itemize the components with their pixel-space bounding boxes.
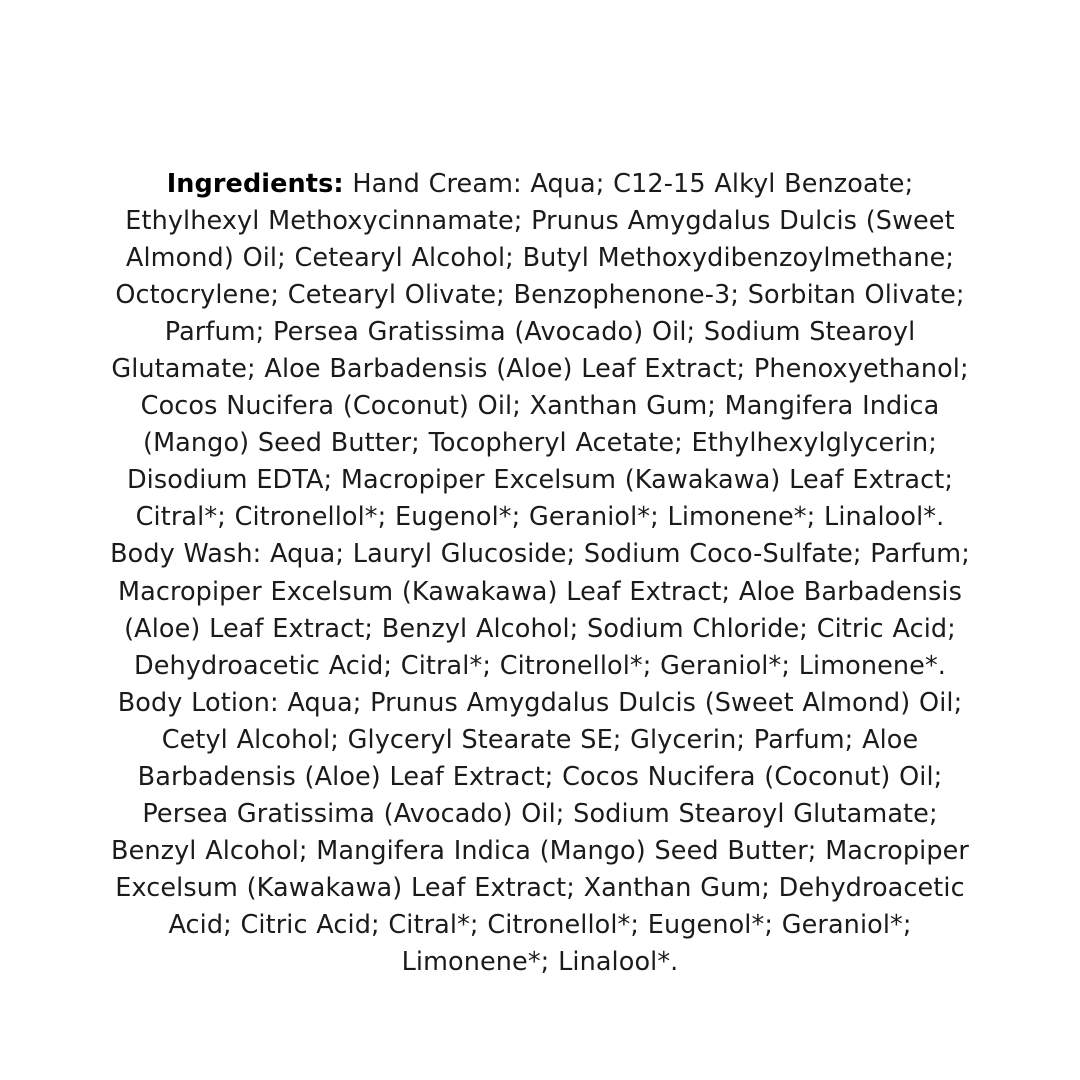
- ingredients-label: Ingredients:: [166, 168, 344, 199]
- ingredients-paragraph: [100, 166, 980, 982]
- ingredients-list-text: Hand Cream: Aqua; C12-15 Alkyl Benzoate; Ethylhexyl Methoxycinnamate; Prunus Amygdalus Dulcis (Sweet Almond) Oil; Cetearyl Alcohol; Butyl Methoxydibenzoylmethane; Octocrylene; Cetearyl Olivate; Benzophenone-3; Sorbitan Olivate; Parfum; Persea Gratissima (Avocado) Oil; Sodium Stearoyl Glutamate; Aloe Barbadensis (Aloe) Leaf Extract; Phenoxyethanol; Cocos Nucifera (Coconut) Oil; Xanthan Gum; Mangifera Indica (Mango) Seed Butter; Tocopheryl Acetate; Ethylhexylglycerin; Disodium EDTA; Macropiper Excelsum (Kawakawa) Leaf Extract; Citral*; Citronellol*; Eugenol*; Geraniol*; Limonene*; Linalool*. Body Wash: Aqua; Lauryl Glucoside; Sodium Coco-Sulfate; Parfum; Macropiper Excelsum (Kawakawa) Leaf Extract; Aloe Barbadensis (Aloe) Leaf Extract; Benzyl Alcohol; Sodium Chloride; Citric Acid; Dehydroacetic Acid; Citral*; Citronellol*; Geraniol*; Limonene*. Body Lotion: Aqua; Prunus Amygdalus Dulcis (Sweet Almond) Oil; Cetyl Alcohol; Glyceryl Stearate SE; Glycerin; Parfum; Aloe Barbadensis (Aloe) Leaf Extract; Cocos Nucifera (Coconut) Oil; Persea Gratissima (Avocado) Oil; Sodium Stearoyl Glutamate; Benzyl Alcohol; Mangifera Indica (Mango) Seed Butter; Macropiper Excelsum (Kawakawa) Leaf Extract; Xanthan Gum; Dehydroacetic Acid; Citric Acid; Citral*; Citronellol*; Eugenol*; Geraniol*; Limonene*; Linalool*.: [110, 168, 970, 978]
